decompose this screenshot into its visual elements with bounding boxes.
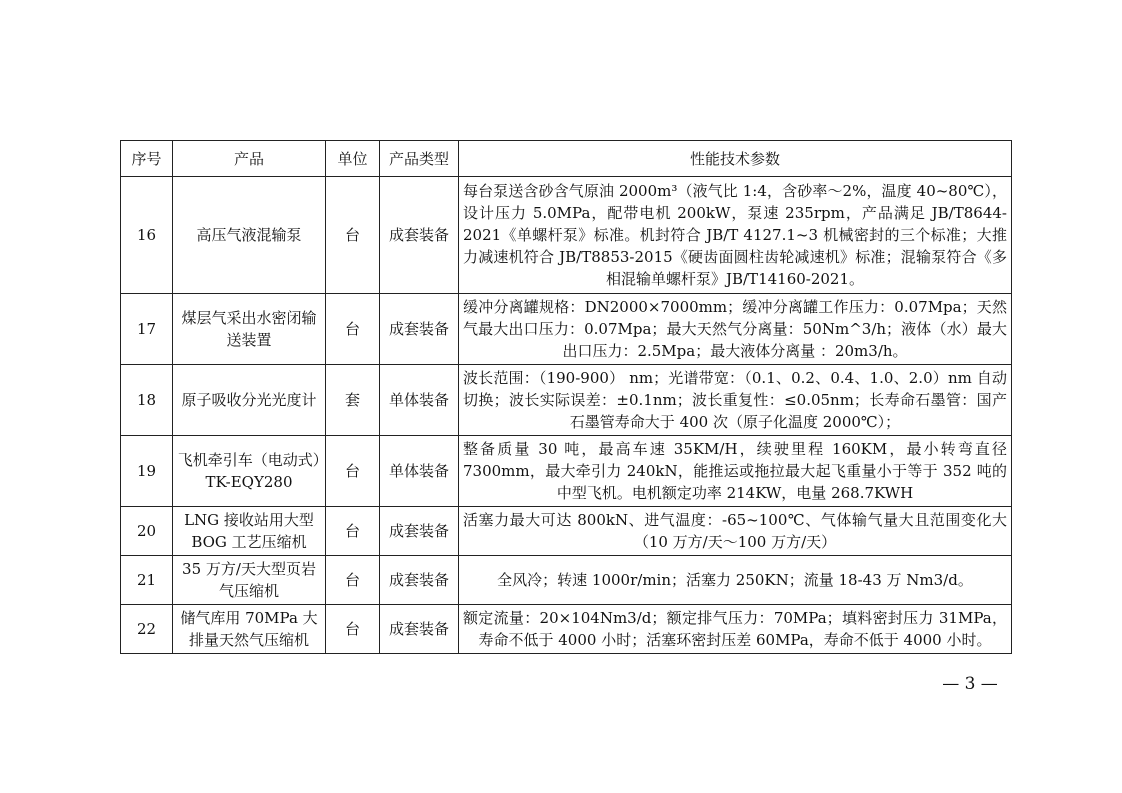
table-row [121, 507, 1012, 556]
header-no: 序号 [121, 141, 173, 177]
cell-no: 21 [121, 556, 173, 605]
cell-params: 额定流量：20×104Nm3/d；额定排气压力：70MPa；填料密封压力 31MPa，寿命不低于 4000 小时；活塞环密封压差 60MPa，寿命不低于 4000 小时。 [459, 605, 1012, 654]
table-row [121, 436, 1012, 507]
cell-type: 成套装备 [380, 294, 459, 365]
table-row [121, 605, 1012, 654]
cell-params: 缓冲分离罐规格：DN2000×7000mm；缓冲分离罐工作压力：0.07Mpa；天然气最大出口压力：0.07Mpa；最大天然气分离量：50Nm^3/h；液体（水）最大出口压力：2.5Mpa；最大液体分离量 ：20m3/h。 [459, 294, 1012, 365]
cell-params: 活塞力最大可达 800kN、进气温度：-65~100℃、气体输气量大且范围变化大（10 万方/天～100 万方/天） [459, 507, 1012, 556]
cell-unit: 台 [326, 507, 380, 556]
header-unit: 单位 [326, 141, 380, 177]
cell-type: 成套装备 [380, 605, 459, 654]
cell-unit: 台 [326, 177, 380, 294]
cell-no: 18 [121, 365, 173, 436]
cell-unit: 台 [326, 436, 380, 507]
cell-params: 整备质量 30 吨，最高车速 35KM/H，续驶里程 160KM，最小转弯直径 7300mm，最大牵引力 240kN，能推运或拖拉最大起飞重量小于等于 352 吨的中型飞机。电机额定功率 214KW，电量 268.7KWH [459, 436, 1012, 507]
cell-unit: 台 [326, 556, 380, 605]
cell-type: 成套装备 [380, 177, 459, 294]
table-header-row [121, 141, 1012, 177]
cell-no: 16 [121, 177, 173, 294]
cell-type: 成套装备 [380, 556, 459, 605]
cell-params: 每台泵送含砂含气原油 2000m³（液气比 1:4，含砂率～2%，温度 40~80℃），设计压力 5.0MPa，配带电机 200kW，泵速 235rpm，产品满足 JB/T8644-2021《单螺杆泵》标准。机封符合 JB/T 4127.1~3 机械密封的三个标准；大推力减速机符合 JB/T8853-2015《硬齿面圆柱齿轮减速机》标准；混输泵符合《多相混输单螺杆泵》JB/T14160-2021。 [459, 177, 1012, 294]
header-params: 性能技术参数 [459, 141, 1012, 177]
cell-unit: 台 [326, 294, 380, 365]
table-row [121, 365, 1012, 436]
cell-product: 原子吸收分光光度计 [173, 365, 326, 436]
cell-unit: 套 [326, 365, 380, 436]
cell-product: 高压气液混输泵 [173, 177, 326, 294]
cell-product: LNG 接收站用大型 BOG 工艺压缩机 [173, 507, 326, 556]
cell-unit: 台 [326, 605, 380, 654]
cell-no: 20 [121, 507, 173, 556]
page-number: — 3 — [942, 674, 998, 694]
cell-params: 全风冷；转速 1000r/min；活塞力 250KN；流量 18-43 万 Nm3/d。 [459, 556, 1012, 605]
cell-params: 波长范围：（190-900） nm；光谱带宽：（0.1、0.2、0.4、1.0、2.0）nm 自动切换；波长实际误差：±0.1nm；波长重复性：≤0.05nm；长寿命石墨管：国产石墨管寿命大于 400 次（原子化温度 2000℃）； [459, 365, 1012, 436]
cell-no: 17 [121, 294, 173, 365]
cell-type: 单体装备 [380, 365, 459, 436]
cell-product: 煤层气采出水密闭输送装置 [173, 294, 326, 365]
header-product: 产品 [173, 141, 326, 177]
cell-product: 35 万方/天大型页岩气压缩机 [173, 556, 326, 605]
cell-product: 储气库用 70MPa 大排量天然气压缩机 [173, 605, 326, 654]
spec-table [120, 140, 1012, 654]
header-type: 产品类型 [380, 141, 459, 177]
table-row [121, 294, 1012, 365]
cell-no: 22 [121, 605, 173, 654]
cell-product: 飞机牵引车（电动式）TK-EQY280 [173, 436, 326, 507]
cell-no: 19 [121, 436, 173, 507]
cell-type: 成套装备 [380, 507, 459, 556]
table-row [121, 177, 1012, 294]
cell-type: 单体装备 [380, 436, 459, 507]
table-row [121, 556, 1012, 605]
